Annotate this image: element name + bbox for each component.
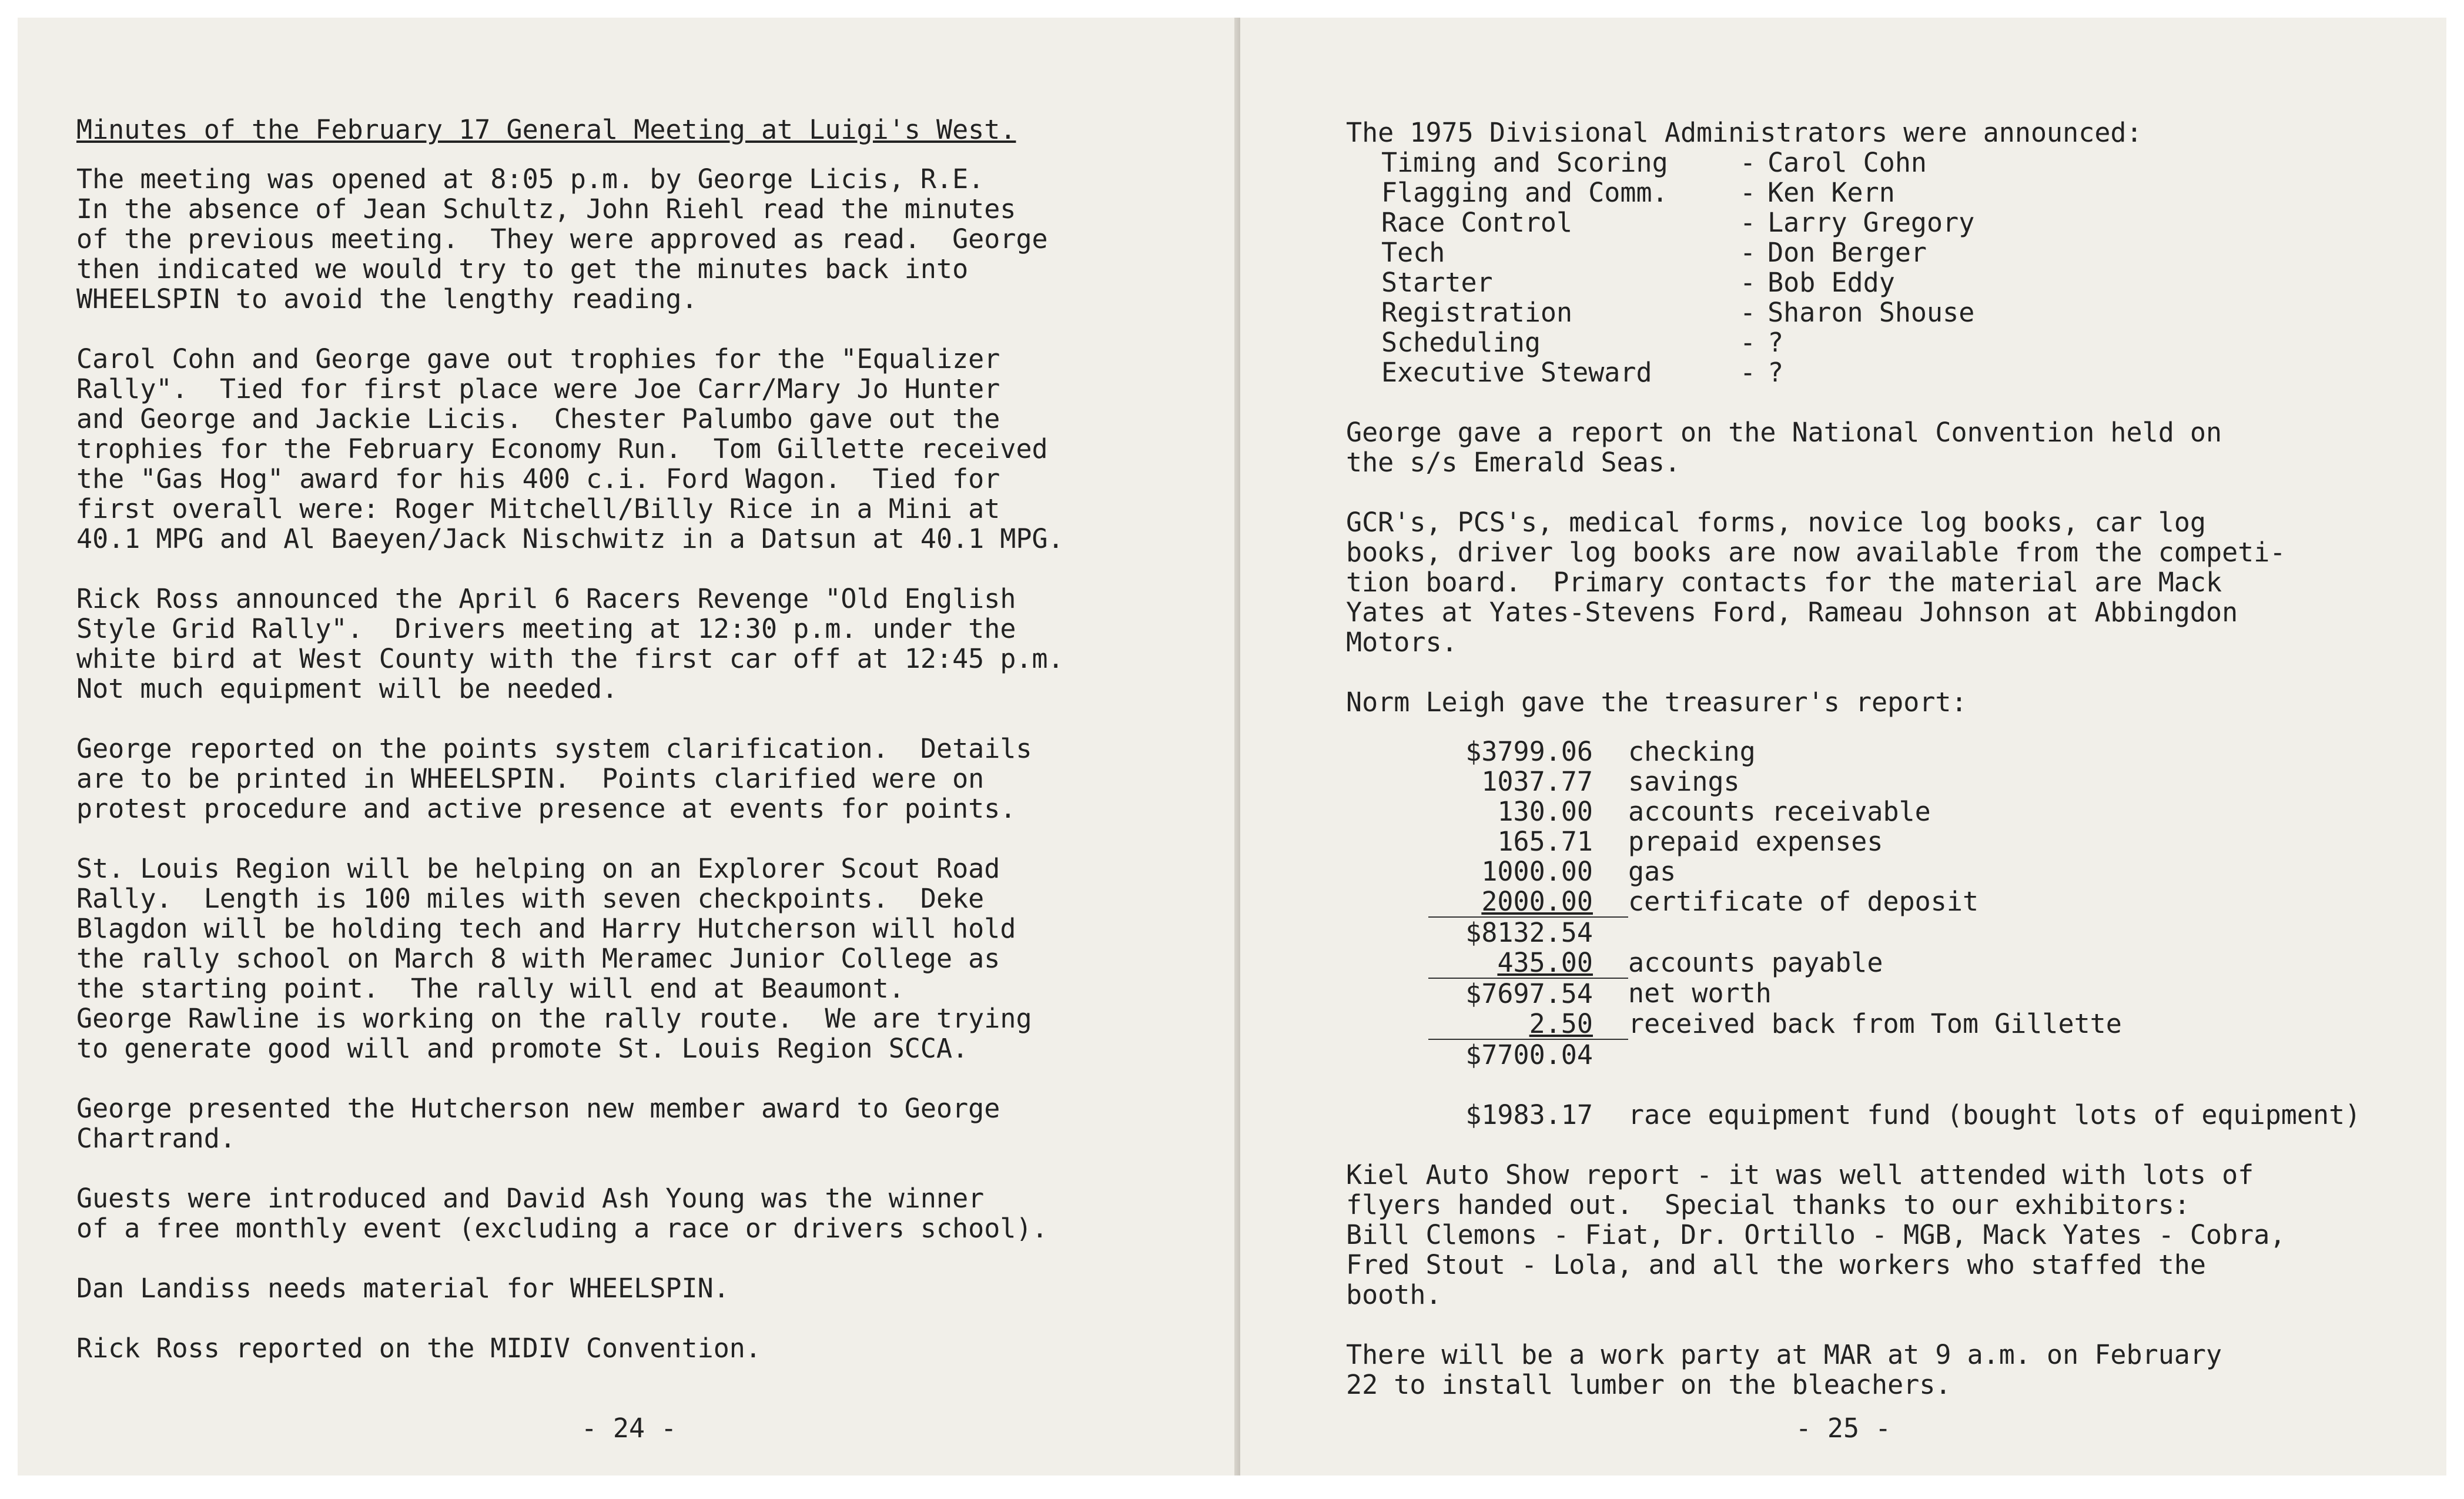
fund-label: race equipment fund (bought lots of equipment) — [1628, 1099, 2361, 1130]
administrator-name: Bob Eddy — [1767, 267, 1895, 298]
administrator-name: Ken Kern — [1767, 177, 1895, 208]
finance-row — [1428, 827, 2122, 856]
finance-amount: 165.71 — [1497, 826, 1593, 857]
treasurer-report-table — [1428, 737, 2122, 1070]
administrator-role: Race Control — [1381, 207, 1573, 238]
administrator-role: Executive Steward — [1381, 357, 1652, 388]
finance-label: certificate of deposit — [1628, 886, 1979, 917]
paragraph-new-member-award: George presented the Hutcherson new member award to George Chartrand. — [76, 1093, 1000, 1154]
administrator-row — [1346, 148, 1974, 178]
administrator-role: Registration — [1381, 297, 1573, 328]
paragraph-racers-revenge: Rick Ross announced the April 6 Racers Revenge "Old English Style Grid Rally". Drivers meeting at 12:30 p.m. under the white bird at West County with the first car off at 12:45 p.m. Not much equipment will be needed. — [76, 583, 1064, 704]
finance-amount: 1000.00 — [1481, 856, 1593, 887]
page-number-left: - 24 - — [581, 1413, 677, 1444]
treasurer-intro: Norm Leigh gave the treasurer's report: — [1346, 687, 1967, 718]
administrator-role: Tech — [1381, 237, 1445, 268]
finance-amount: 1037.77 — [1481, 766, 1593, 797]
right-page — [1240, 18, 2446, 1475]
administrator-name: ? — [1767, 357, 1784, 388]
finance-label: savings — [1628, 766, 1740, 797]
paragraph-national-convention: George gave a report on the National Convention held on the s/s Emerald Seas. — [1346, 417, 2222, 478]
finance-row — [1428, 917, 2122, 948]
administrator-row — [1346, 208, 1974, 237]
administrator-role: Starter — [1381, 267, 1493, 298]
finance-amount: $3799.06 — [1465, 736, 1593, 767]
administrator-separator: - — [1740, 237, 1756, 268]
finance-amount: $7697.54 — [1428, 978, 1628, 1009]
finance-row — [1428, 886, 2122, 917]
finance-label: accounts receivable — [1628, 796, 1931, 827]
finance-amount: $8132.54 — [1428, 917, 1628, 948]
finance-row — [1428, 856, 2122, 886]
administrators-intro: The 1975 Divisional Administrators were announced: — [1346, 117, 2142, 148]
finance-label — [1628, 917, 2122, 948]
minutes-heading: Minutes of the February 17 General Meeting at Luigi's West. — [76, 114, 1016, 145]
administrator-separator: - — [1740, 177, 1756, 208]
paragraph-wheelspin-material: Dan Landiss needs material for WHEELSPIN. — [76, 1273, 729, 1304]
finance-row — [1428, 767, 2122, 797]
paragraph-meeting-opened: The meeting was opened at 8:05 p.m. by George Licis, R.E. In the absence of Jean Schultz, John Riehl read the minutes of the previous meeting. They were approved as read. George then indicated we would try to get the minutes back into WHEELSPIN to avoid the lengthy reading. — [76, 163, 1048, 314]
finance-amount: $7700.04 — [1428, 1039, 1628, 1070]
administrator-row — [1346, 237, 1974, 267]
finance-label: prepaid expenses — [1628, 826, 1883, 857]
administrator-name: Carol Cohn — [1767, 147, 1927, 178]
finance-label: checking — [1628, 736, 1756, 767]
administrator-separator: - — [1740, 267, 1756, 298]
finance-row — [1428, 737, 2122, 767]
page-number-right: - 25 - — [1795, 1413, 1891, 1444]
finance-row — [1428, 948, 2122, 978]
finance-amount: 435.00 — [1497, 947, 1593, 978]
finance-row — [1428, 1039, 2122, 1070]
finance-amount: 2000.00 — [1481, 886, 1593, 917]
administrator-name: ? — [1767, 327, 1784, 358]
paragraph-midiv-convention: Rick Ross reported on the MIDIV Convention. — [76, 1333, 761, 1364]
administrator-row — [1346, 267, 1974, 297]
administrator-role: Timing and Scoring — [1381, 147, 1668, 178]
fund-row — [1428, 1100, 2361, 1130]
administrator-row — [1346, 327, 1974, 357]
paragraph-trophies: Carol Cohn and George gave out trophies for the "Equalizer Rally". Tied for first place were Joe Carr/Mary Jo Hunter and George and Jackie Licis. Chester Palumbo gave out the trophies for the February Economy Run. Tom Gillette received the "Gas Hog" award for his 400 c.i. Ford Wagon. Tied for first overall were: Roger Mitchell/Billy Rice in a Mini at 40.1 MPG and Al Baeyen/Jack Nischwitz in a Datsun at 40.1 MPG. — [76, 343, 1064, 554]
administrator-role: Flagging and Comm. — [1381, 177, 1668, 208]
administrator-separator: - — [1740, 327, 1756, 358]
paragraph-guests: Guests were introduced and David Ash Young was the winner of a free monthly event (excluding a race or drivers school). — [76, 1183, 1048, 1244]
administrator-row — [1346, 297, 1974, 327]
finance-row — [1428, 1009, 2122, 1039]
administrator-name: Sharon Shouse — [1767, 297, 1975, 328]
paragraph-gcr-availability: GCR's, PCS's, medical forms, novice log books, car log books, driver log books are now available from the competi- tion board. Primary contacts for the material are Mack Yates at Yates-Stevens Ford, Rameau Johnson at Abbingdon Motors. — [1346, 507, 2286, 658]
finance-row — [1428, 978, 2122, 1009]
paragraph-kiel-auto-show: Kiel Auto Show report - it was well attended with lots of flyers handed out. Special thanks to our exhibitors: Bill Clemons - Fiat, Dr. Ortillo - MGB, Mack Yates - Cobra, Fred Stout - Lola, and all the workers who staffed the booth. — [1346, 1159, 2286, 1310]
race-equipment-fund — [1428, 1100, 2361, 1130]
finance-label: net worth — [1628, 978, 1772, 1009]
administrator-separator: - — [1740, 207, 1756, 238]
finance-label: gas — [1628, 856, 1676, 887]
finance-label: received back from Tom Gillette — [1628, 1008, 2122, 1039]
administrator-name: Larry Gregory — [1767, 207, 1975, 238]
finance-row — [1428, 797, 2122, 827]
administrator-separator: - — [1740, 297, 1756, 328]
finance-label: accounts payable — [1628, 947, 1883, 978]
administrator-row — [1346, 357, 1974, 387]
paragraph-scout-rally: St. Louis Region will be helping on an Explorer Scout Road Rally. Length is 100 miles with seven checkpoints. Deke Blagdon will be holding tech and Harry Hutcherson will hold the rally school on March 8 with Meramec Junior College as the starting point. The rally will end at Beaumont. George Rawline is working on the rally route. We are trying to generate good will and promote St. Louis Region SCCA. — [76, 853, 1032, 1064]
finance-amount: 2.50 — [1529, 1008, 1593, 1039]
finance-amount: 130.00 — [1497, 796, 1593, 827]
administrator-row — [1346, 178, 1974, 208]
administrator-separator: - — [1740, 357, 1756, 388]
paragraph-work-party: There will be a work party at MAR at 9 a.m. on February 22 to install lumber on the bleachers. — [1346, 1339, 2222, 1400]
left-page — [18, 18, 1240, 1475]
paragraph-points-system: George reported on the points system clarification. Details are to be printed in WHEELSPIN. Points clarified were on protest procedure and active presence at events for points. — [76, 733, 1032, 824]
administrator-name: Don Berger — [1767, 237, 1927, 268]
administrators-list — [1346, 148, 1974, 387]
administrator-separator: - — [1740, 147, 1756, 178]
fund-amount: $1983.17 — [1465, 1099, 1593, 1130]
administrator-role: Scheduling — [1381, 327, 1541, 358]
finance-label — [1628, 1039, 2122, 1070]
